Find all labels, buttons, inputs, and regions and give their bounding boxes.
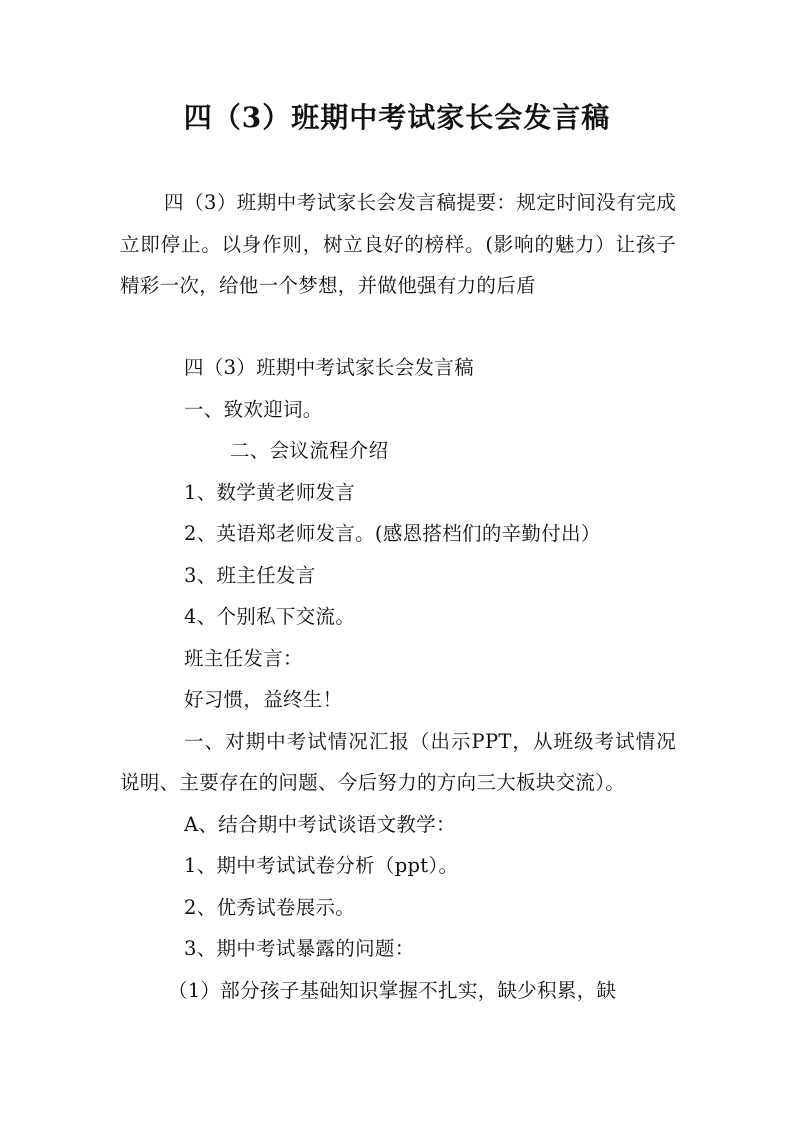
abstract-paragraph: 四（3）班期中考试家长会发言稿提要：规定时间没有完成立即停止。以身作则，树立良好的榜样。(影响的魅力）让孩子精彩一次，给他一个梦想，并做他强有力的后盾 xyxy=(120,191,676,297)
document-body xyxy=(120,347,676,1011)
body-paragraph: A、结合期中考试谈语文教学： xyxy=(184,812,456,836)
body-paragraph: 1、期中考试试卷分析（ppt）。 xyxy=(184,854,459,877)
body-paragraph: 2、优秀试卷展示。 xyxy=(184,895,356,919)
body-paragraph: 四（3）班期中考试家长会发言稿 xyxy=(184,356,474,379)
body-paragraph: 2、英语郑老师发言。(感恩搭档们的辛勤付出） xyxy=(184,522,601,545)
body-paragraph: 一、对期中考试情况汇报（出示PPT，从班级考试情况说明、主要存在的问题、今后努力的方向三大板块交流）。 xyxy=(120,729,676,794)
document-title: 四（3）班期中考试家长会发言稿 xyxy=(183,101,611,134)
body-paragraph: （1）部分孩子基础知识掌握不扎实，缺少积累，缺 xyxy=(168,978,617,1002)
body-paragraph: 1、数学黄老师发言 xyxy=(184,480,356,504)
body-paragraph: 好习惯，益终生！ xyxy=(184,688,343,711)
body-paragraph: 二、会议流程介绍 xyxy=(230,439,389,462)
body-paragraph: 4、个别私下交流。 xyxy=(184,605,356,628)
body-paragraph: 3、期中考试暴露的问题： xyxy=(184,937,415,960)
body-paragraph: 班主任发言： xyxy=(184,646,303,670)
body-paragraph: 3、班主任发言 xyxy=(184,563,316,587)
body-paragraph: 一、致欢迎词。 xyxy=(184,397,323,421)
